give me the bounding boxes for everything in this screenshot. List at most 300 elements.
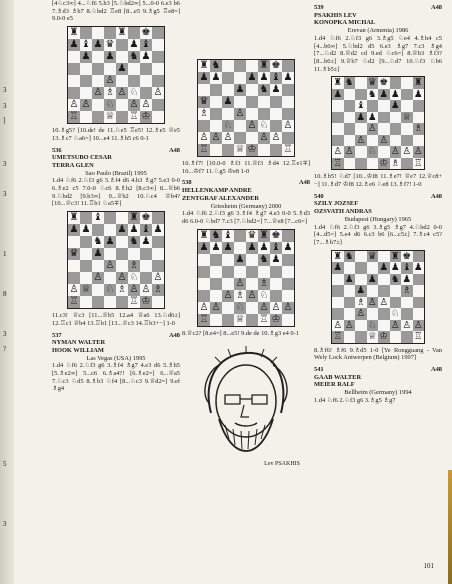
chess-piece-icon: ♟ [153, 224, 163, 236]
board-square [68, 248, 80, 260]
board-square [332, 274, 344, 286]
chess-piece-icon: ♔ [271, 313, 281, 325]
chess-piece-icon: ♖ [199, 313, 209, 325]
page-edge-shadow [448, 470, 452, 584]
board-square [222, 302, 234, 314]
board-square [210, 278, 222, 290]
chess-piece-icon: ♕ [367, 331, 377, 343]
board-square [116, 27, 128, 39]
game-conclusion: 8.♗f6! ♗f6 9.♗d5 1-0 [Ye Rongguang - Van Wely Lock Antwerpen (Belgium) 1997] [314, 346, 442, 362]
board-square [152, 272, 164, 284]
game-header [182, 179, 310, 187]
board-square [68, 87, 80, 99]
board-square [270, 242, 282, 254]
board-square [413, 100, 425, 112]
board-square [401, 158, 413, 170]
white-player: SZILY JOZSEF [314, 200, 359, 208]
game-header [52, 147, 180, 155]
chess-piece-icon: ♙ [117, 87, 127, 98]
board-square [355, 77, 367, 89]
board-square [282, 254, 294, 266]
chess-piece-icon: ♙ [283, 119, 293, 131]
board-square [367, 297, 379, 309]
board-square [140, 87, 152, 99]
board-square [222, 132, 234, 144]
game-conclusion: 11.c3! ♕c3 [11...♕b5 12.a4 ♕a6 13.♘d6±] 12.♖c1 ♕b4 13.♖b1 [13...♕c3 14.♖b3+−] 1-0 [52, 312, 180, 327]
board-square [413, 135, 425, 147]
game-moves: 1.d4 ♘f6 2.♘f3 g6 3.♗g5 ♗g7 4.♘bd2 0-0 [4...d5=] 5.e4 d6 6.c3 b6 [6...c5±] 7.♗c4 c5? [7...♗b7±] [314, 223, 442, 246]
chess-piece-icon: ♘ [105, 284, 115, 296]
board-square [270, 120, 282, 132]
board-square [344, 135, 356, 147]
board-square [152, 63, 164, 75]
chess-piece-icon: ♔ [141, 111, 151, 122]
chess-piece-icon: ♜ [117, 27, 127, 38]
board-square [140, 296, 152, 308]
game-header [314, 4, 442, 12]
chess-piece-icon: ♟ [129, 224, 139, 236]
board-square [128, 27, 140, 39]
game-moves: 1.d4 ♘f6 2.♘f3 g6 3.♗g5 ♘e4 4.♗h4 c5 [4...b6∞] 5.♘bd2 d5 6.e3 ♗g7 7.c3 ♗g4 [7...♘d2 8.♕d2 cd 9.ed ♘c6=] 8.♕b3 ♗f3? [8...b6±] 9.♕b7 ♘d2 [9...♘d7 10.♘f3 ♘b6 11.♗b5±] [314, 34, 442, 73]
board-square [152, 51, 164, 63]
chess-piece-icon: ♖ [413, 157, 423, 169]
board-square [140, 27, 152, 39]
gutter-mark: 3 [3, 160, 7, 168]
board-square [198, 290, 210, 302]
board-square [152, 284, 164, 296]
board-square [210, 72, 222, 84]
board-square [198, 72, 210, 84]
chess-piece-icon: ♗ [413, 123, 423, 135]
board-square [80, 63, 92, 75]
chess-piece-icon: ♞ [129, 51, 139, 62]
board-square [332, 285, 344, 297]
board-square [92, 260, 104, 272]
chess-piece-icon: ♜ [199, 59, 209, 71]
board-square [116, 296, 128, 308]
board-square [116, 75, 128, 87]
board-square [104, 63, 116, 75]
board-square [367, 285, 379, 297]
chess-piece-icon: ♗ [235, 289, 245, 301]
board-square [367, 123, 379, 135]
page-number: 101 [423, 562, 434, 570]
board-square [140, 236, 152, 248]
board-square [332, 251, 344, 263]
board-square [355, 297, 367, 309]
board-square [355, 251, 367, 263]
board-square [270, 278, 282, 290]
chess-piece-icon: ♖ [69, 296, 79, 308]
board-square [128, 63, 140, 75]
board-square [401, 320, 413, 332]
board-square [104, 284, 116, 296]
chess-piece-icon: ♟ [117, 224, 127, 236]
board-square [222, 230, 234, 242]
eco-code: A48 [168, 146, 180, 154]
chess-piece-icon: ♖ [69, 111, 79, 122]
board-square [246, 266, 258, 278]
board-square [390, 320, 402, 332]
board-square [246, 96, 258, 108]
board-square [367, 262, 379, 274]
board-square [344, 320, 356, 332]
chess-piece-icon: ♟ [223, 241, 233, 253]
chess-piece-icon: ♖ [199, 143, 209, 155]
board-square [258, 230, 270, 242]
gutter-mark: 3 [3, 190, 7, 198]
chess-piece-icon: ♕ [235, 143, 245, 155]
eco-code: A48 [168, 331, 180, 339]
chess-piece-icon: ♜ [413, 77, 423, 89]
board-square [222, 290, 234, 302]
board-square [258, 278, 270, 290]
game-number: 539 [314, 4, 324, 11]
board-square [128, 224, 140, 236]
book-page [14, 0, 452, 584]
board-square [258, 314, 270, 326]
board-square [344, 297, 356, 309]
board-square [246, 144, 258, 156]
board-square [355, 100, 367, 112]
chess-piece-icon: ♟ [199, 71, 209, 83]
chess-piece-icon: ♟ [344, 273, 354, 285]
chess-piece-icon: ♟ [356, 285, 366, 297]
chess-piece-icon: ♖ [259, 313, 269, 325]
board-square [367, 320, 379, 332]
chess-piece-icon: ♙ [259, 131, 269, 143]
board-square [332, 146, 344, 158]
board-square [104, 27, 116, 39]
board-square [332, 331, 344, 343]
gutter-mark: 3 [3, 520, 7, 528]
board-square [270, 266, 282, 278]
chess-piece-icon: ♞ [344, 250, 354, 262]
board-square [92, 111, 104, 123]
board-square [413, 123, 425, 135]
board-square [344, 123, 356, 135]
chess-piece-icon: ♟ [367, 273, 377, 285]
board-square [390, 89, 402, 101]
board-square [116, 51, 128, 63]
chess-piece-icon: ♙ [105, 75, 115, 86]
chess-piece-icon: ♟ [271, 253, 281, 265]
board-square [210, 108, 222, 120]
chess-piece-icon: ♖ [333, 331, 343, 343]
chess-piece-icon: ♙ [153, 272, 163, 284]
board-square [222, 314, 234, 326]
chess-piece-icon: ♟ [283, 241, 293, 253]
board-square [355, 320, 367, 332]
board-square [128, 87, 140, 99]
board-square [282, 278, 294, 290]
board-square [68, 111, 80, 123]
chess-piece-icon: ♟ [271, 83, 281, 95]
gutter-mark: 5 [3, 460, 7, 468]
board-square [282, 84, 294, 96]
board-square [332, 135, 344, 147]
board-square [198, 120, 210, 132]
left-top-moves: [4♘c3∞] 4...♘f6 5.h3 [5.♘bd2∞] 5...0-0 6.e3 b6 7.♗d3 ♗b7 8.♘bd2 ♖e8 [8...e5 9.♗g5 ♖e8=] 9.0-0 e5 [52, 0, 180, 23]
chess-piece-icon: ♜ [69, 27, 79, 38]
chess-piece-icon: ♟ [235, 253, 245, 265]
chess-piece-icon: ♙ [69, 284, 79, 296]
chess-piece-icon: ♝ [356, 100, 366, 112]
chess-piece-icon: ♙ [105, 260, 115, 272]
board-square [80, 272, 92, 284]
chess-piece-icon: ♟ [93, 39, 103, 50]
chess-piece-icon: ♟ [81, 51, 91, 62]
board-square [390, 251, 402, 263]
board-square [68, 296, 80, 308]
board-square [198, 84, 210, 96]
board-square [246, 290, 258, 302]
board-square [378, 274, 390, 286]
board-square [104, 236, 116, 248]
chess-piece-icon: ♜ [333, 77, 343, 89]
chess-piece-icon: ♙ [356, 308, 366, 320]
chess-piece-icon: ♘ [129, 272, 139, 284]
board-square [258, 302, 270, 314]
board-square [367, 100, 379, 112]
board-square [198, 254, 210, 266]
board-square [390, 100, 402, 112]
board-square [116, 99, 128, 111]
board-square [140, 111, 152, 123]
board-square [210, 60, 222, 72]
board-square [68, 212, 80, 224]
board-square [234, 132, 246, 144]
eco-code: A48 [430, 4, 442, 11]
board-square [104, 99, 116, 111]
board-square [355, 331, 367, 343]
board-square [401, 100, 413, 112]
board-square [344, 251, 356, 263]
board-square [68, 224, 80, 236]
board-square [390, 285, 402, 297]
board-square [116, 39, 128, 51]
chess-piece-icon: ♞ [367, 88, 377, 100]
board-square [222, 96, 234, 108]
board-square [390, 112, 402, 124]
chess-piece-icon: ♙ [413, 146, 423, 158]
board-square [367, 112, 379, 124]
board-square [344, 158, 356, 170]
chess-piece-icon: ♞ [93, 236, 103, 248]
game-moves: 1.d4 ♘f6 2.♘f3 g6 3.♗g5 ♗g7 [314, 396, 396, 404]
board-square [68, 75, 80, 87]
board-square [68, 99, 80, 111]
board-square [344, 146, 356, 158]
board-square [367, 274, 379, 286]
board-square [246, 314, 258, 326]
board-square [270, 60, 282, 72]
board-square [140, 212, 152, 224]
chess-piece-icon: ♟ [105, 51, 115, 62]
chess-piece-icon: ♟ [333, 262, 343, 274]
board-square [198, 60, 210, 72]
chess-piece-icon: ♙ [367, 123, 377, 135]
board-square [234, 96, 246, 108]
board-square [80, 236, 92, 248]
board-square [234, 72, 246, 84]
chess-piece-icon: ♟ [235, 83, 245, 95]
game-place: Sao Paulo (Brazil) 1995 [85, 169, 147, 177]
chess-piece-icon: ♜ [69, 212, 79, 224]
board-square [413, 89, 425, 101]
chess-piece-icon: ♖ [129, 296, 139, 308]
board-square [210, 84, 222, 96]
board-square [355, 135, 367, 147]
board-square [367, 308, 379, 320]
chess-piece-icon: ♕ [235, 313, 245, 325]
chess-piece-icon: ♜ [259, 229, 269, 241]
game-conclusion: 10.♗f7! [10.0-0 ♗f3 11.♕f3 ♗d4 12.♖e1∓] 10...♔f7 11.♘g5 ♔e8 1-0 [182, 160, 310, 175]
chess-piece-icon: ♟ [379, 88, 389, 100]
board-square [401, 285, 413, 297]
board-square [258, 60, 270, 72]
board-square [390, 135, 402, 147]
board-square [390, 274, 402, 286]
board-square [332, 100, 344, 112]
board-square [234, 84, 246, 96]
chess-piece-icon: ♟ [379, 262, 389, 274]
chess-piece-icon: ♙ [211, 131, 221, 143]
board-square [104, 39, 116, 51]
chess-piece-icon: ♙ [199, 131, 209, 143]
board-square [92, 75, 104, 87]
board-square [116, 272, 128, 284]
board-square [104, 212, 116, 224]
chess-piece-icon: ♝ [271, 241, 281, 253]
chess-piece-icon: ♟ [69, 39, 79, 50]
board-square [80, 248, 92, 260]
chess-piece-icon: ♜ [390, 250, 400, 262]
board-square [270, 108, 282, 120]
chess-piece-icon: ♙ [223, 289, 233, 301]
board-square [222, 72, 234, 84]
chess-piece-icon: ♝ [223, 229, 233, 241]
board-square [246, 108, 258, 120]
chess-piece-icon: ♚ [141, 27, 151, 38]
board-square [401, 135, 413, 147]
chess-piece-icon: ♟ [402, 273, 412, 285]
board-square [128, 260, 140, 272]
board-square [198, 144, 210, 156]
board-square [258, 132, 270, 144]
board-square [367, 135, 379, 147]
board-square [270, 254, 282, 266]
black-player: TERRA GLEN [52, 161, 94, 169]
board-square [116, 111, 128, 123]
chess-piece-icon: ♛ [247, 229, 257, 241]
chess-piece-icon: ♙ [402, 146, 412, 158]
board-square [367, 158, 379, 170]
chess-piece-icon: ♘ [105, 99, 115, 110]
board-square [222, 84, 234, 96]
chess-piece-icon: ♟ [259, 71, 269, 83]
board-square [198, 230, 210, 242]
board-square [378, 135, 390, 147]
chess-diagram [67, 211, 165, 309]
chess-piece-icon: ♕ [402, 111, 412, 123]
board-square [116, 63, 128, 75]
board-square [390, 158, 402, 170]
board-square [104, 272, 116, 284]
board-square [234, 278, 246, 290]
board-square [282, 60, 294, 72]
board-square [140, 75, 152, 87]
board-square [104, 51, 116, 63]
board-square [128, 51, 140, 63]
board-square [92, 87, 104, 99]
board-square [80, 39, 92, 51]
board-square [282, 290, 294, 302]
chess-piece-icon: ♙ [333, 319, 343, 331]
board-square [246, 230, 258, 242]
board-square [152, 87, 164, 99]
board-square [210, 290, 222, 302]
black-player: ZENTGRAF ALEXANDER [182, 194, 259, 202]
game-number: 541 [314, 366, 324, 374]
board-square [116, 260, 128, 272]
board-square [282, 108, 294, 120]
board-square [152, 224, 164, 236]
board-square [152, 248, 164, 260]
board-square [390, 308, 402, 320]
chess-piece-icon: ♖ [129, 111, 139, 122]
board-square [198, 278, 210, 290]
board-square [246, 278, 258, 290]
chess-piece-icon: ♜ [333, 250, 343, 262]
board-square [68, 51, 80, 63]
eco-code: A48 [430, 192, 442, 200]
board-square [246, 84, 258, 96]
middle-column [182, 56, 310, 469]
board-square [92, 296, 104, 308]
board-square [401, 274, 413, 286]
game-number: 537 [52, 331, 62, 339]
board-square [282, 242, 294, 254]
chess-piece-icon: ♚ [271, 59, 281, 71]
chess-piece-icon: ♝ [93, 212, 103, 224]
board-square [401, 262, 413, 274]
board-square [401, 297, 413, 309]
chess-piece-icon: ♙ [367, 296, 377, 308]
board-square [68, 260, 80, 272]
board-square [198, 96, 210, 108]
board-square [258, 108, 270, 120]
chess-diagram [197, 229, 295, 327]
board-square [282, 314, 294, 326]
chess-piece-icon: ♟ [211, 241, 221, 253]
board-square [140, 260, 152, 272]
chess-piece-icon: ♗ [129, 260, 139, 272]
chess-piece-icon: ♙ [344, 146, 354, 158]
board-square [80, 51, 92, 63]
board-square [413, 274, 425, 286]
board-square [378, 158, 390, 170]
board-square [270, 96, 282, 108]
chess-piece-icon: ♗ [153, 284, 163, 296]
gutter-mark: 3 [3, 86, 7, 94]
board-square [413, 112, 425, 124]
board-square [270, 314, 282, 326]
chess-piece-icon: ♞ [344, 77, 354, 89]
eco-code: A48 [298, 179, 310, 187]
board-square [282, 266, 294, 278]
board-square [390, 262, 402, 274]
